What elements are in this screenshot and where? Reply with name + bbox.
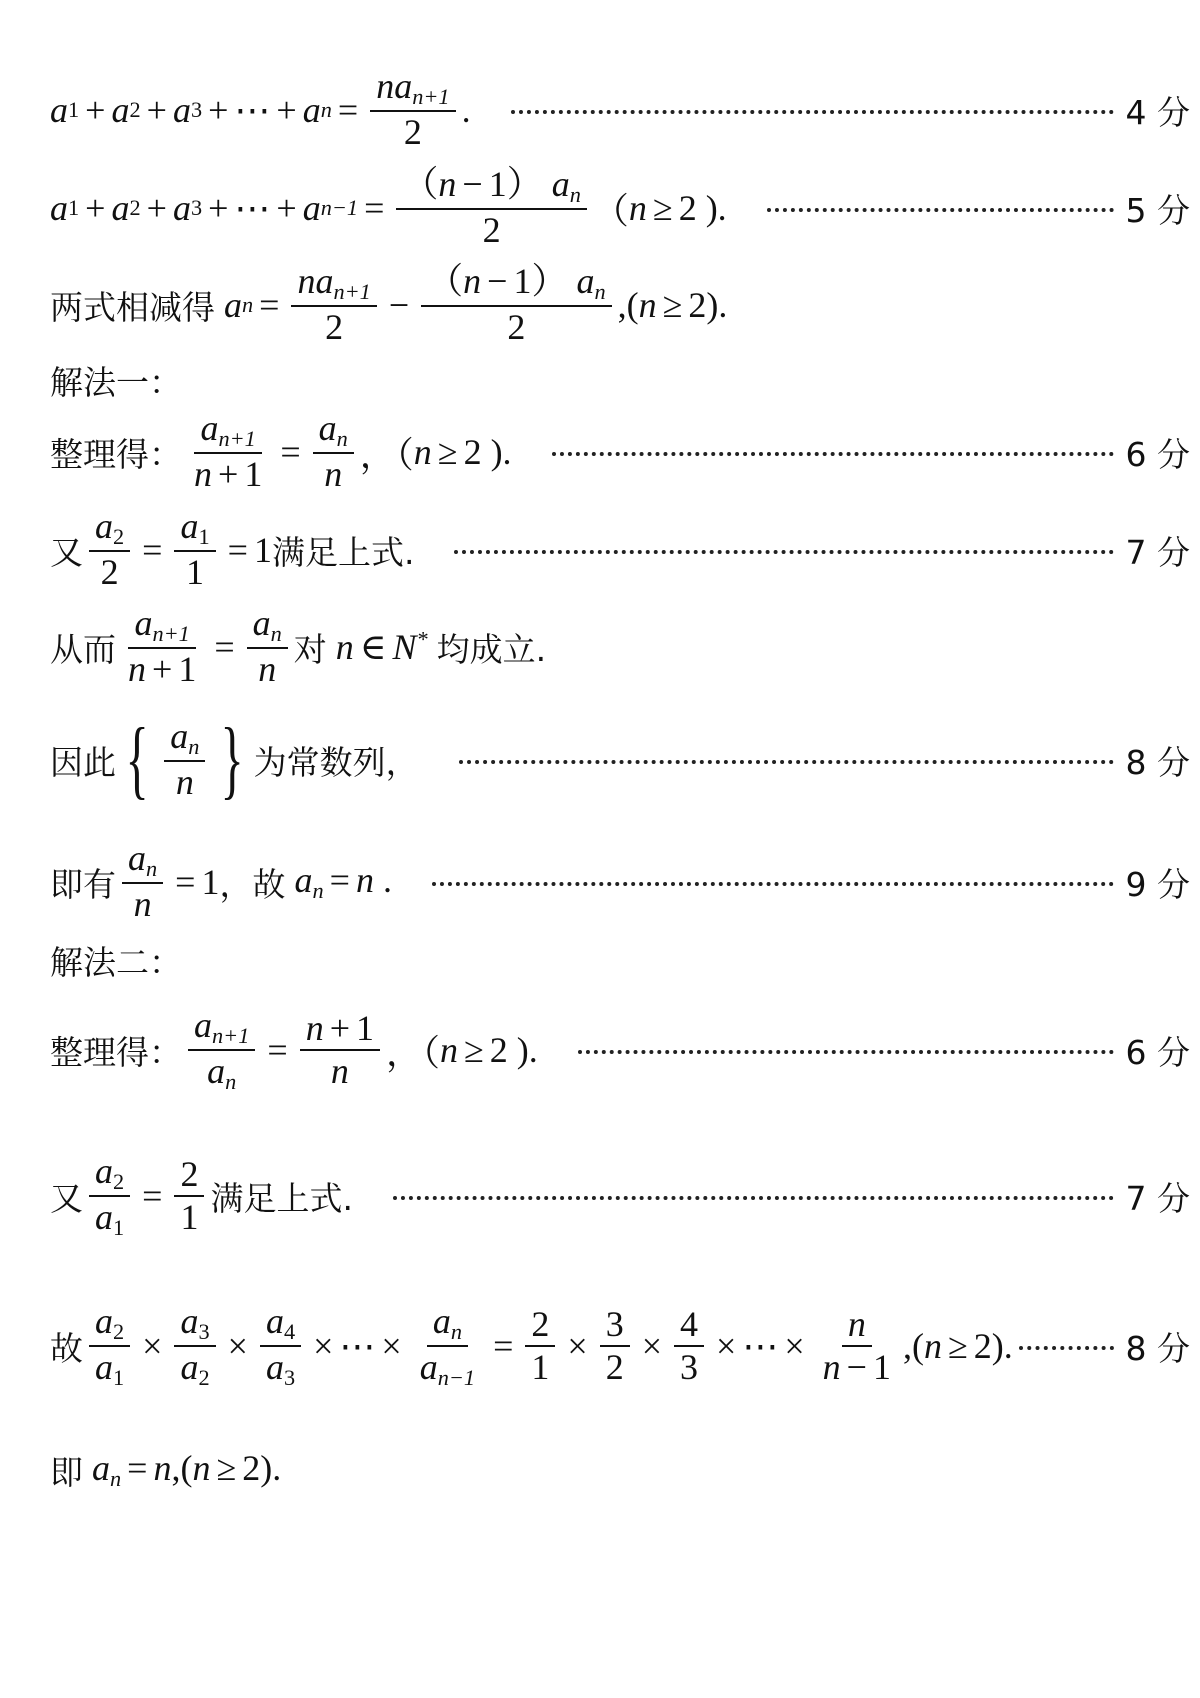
- text-suffix: 满足上式.: [210, 1178, 353, 1218]
- leader-dots: [511, 110, 1114, 114]
- text-prefix: 即有: [50, 864, 116, 904]
- initial-check-equation: $\frac{a_2}{2}$ = $\frac{a_1}{1}$ = 1: [83, 506, 272, 593]
- text-suffix: 满足上式.: [271, 532, 415, 572]
- score-points: 5 分: [1125, 190, 1190, 230]
- method-one-rearrange: [50, 402, 1190, 502]
- subtraction-line: [50, 255, 1190, 355]
- leader-dots: [552, 452, 1114, 456]
- text-prefix: 整理得：: [50, 434, 182, 474]
- text-middle: 对: [293, 629, 327, 669]
- constant-equation: $\frac{a_n}{n}$ = 1: [116, 838, 219, 925]
- leader-dots: [767, 208, 1114, 212]
- score-points: 6 分: [1125, 1032, 1190, 1072]
- method-one-check: [50, 500, 1190, 600]
- text-prefix: 又: [50, 532, 83, 572]
- text-prefix: 因此: [50, 742, 116, 782]
- text-prefix: 又: [50, 1178, 83, 1218]
- sum-equation: a 1 + a 2 + a 3 + ⋯ + a n = $\frac{na_{n+1}}{2}$ .: [50, 66, 471, 153]
- text-prefix: 两式相减得: [50, 287, 215, 327]
- text-middle: ，故: [219, 864, 286, 904]
- quotient-equation: $\frac{a_{n+1}}{a_n}$ = $\frac{n + 1}{n}$ ，（ n ≥ 2 ).: [182, 1005, 538, 1095]
- method-two-heading: 解法二：: [50, 942, 182, 982]
- method-two-conclusion: [50, 1420, 1190, 1520]
- method-two-product: [50, 1296, 1190, 1396]
- score-points: 6 分: [1125, 434, 1190, 474]
- text-prefix: 即: [50, 1452, 83, 1492]
- score-points: 8 分: [1125, 742, 1190, 782]
- result-expression: $a_n = n,(n \ge 2)$.: [83, 1448, 282, 1492]
- equation-line-sum-n-minus-1: [50, 158, 1190, 258]
- text-prefix: 从而: [50, 629, 116, 669]
- initial-quotient-equation: $\frac{a_2}{a_1}$ = $\frac{2}{1}$: [83, 1151, 210, 1241]
- ratio-equation: $\frac{a_{n+1}}{n + 1}$ = $\frac{a_n}{n}$ ，（ n ≥ 2 ).: [194, 408, 512, 495]
- result-expression: $a_n = n$ .: [285, 860, 392, 904]
- equation-line-sum-n: [50, 60, 1190, 160]
- leader-dots: [454, 550, 1113, 554]
- sequence-set: { $\frac{a_n}{n}$ }: [125, 711, 245, 808]
- score-points: 9 分: [1125, 864, 1190, 904]
- text-prefix: 整理得：: [50, 1032, 182, 1072]
- method-two-check: [50, 1146, 1190, 1246]
- leader-dots: [1019, 1346, 1114, 1350]
- method-two-rearrange: [50, 1000, 1190, 1100]
- text-suffix: 为常数列，: [253, 742, 419, 782]
- sum-equation-shifted: a 1 + a 2 + a 3 + ⋯ + a n−1 = $\frac{(n - 1) a_n}{2}$ （ n ≥ 2 ).: [50, 164, 727, 251]
- score-points: 8 分: [1125, 1328, 1190, 1368]
- leader-dots: [432, 882, 1114, 886]
- leader-dots: [393, 1196, 1114, 1200]
- telescoping-product: $\frac{a_2}{a_1}$ × $\frac{a_3}{a_2}$ × $\frac{a_4}{a_3}$ × ⋯ × $\frac{a_n}{a_{n-1}}$ = $\frac{2}{1}$ × $\frac{3}{2}$ × $\frac{4}{3}$ × ⋯ × $\frac{n}{n - 1}$ ,( n ≥ 2).: [83, 1301, 1013, 1391]
- score-points: 7 分: [1125, 532, 1190, 572]
- method-one-holds: [50, 597, 1190, 697]
- leader-dots: [459, 760, 1114, 764]
- text-prefix: 故: [50, 1328, 83, 1368]
- score-points: 4 分: [1125, 92, 1190, 132]
- domain-expression: n ∈ N*: [326, 626, 428, 667]
- method-one-conclusion: [50, 832, 1190, 932]
- ratio-equation: $\frac{a_{n+1}}{n + 1}$ = $\frac{a_n}{n}$: [116, 603, 294, 690]
- method-one-constant-sequence: [50, 710, 1190, 810]
- score-points: 7 分: [1125, 1178, 1190, 1218]
- method-one-heading: 解法一：: [50, 362, 182, 402]
- leader-dots: [578, 1050, 1114, 1054]
- difference-equation: a n = $\frac{na_{n+1}}{2}$ − $\frac{(n - 1) a_n}{2}$ ,( n ≥ 2).: [215, 261, 728, 348]
- text-suffix: 均成立.: [436, 629, 547, 669]
